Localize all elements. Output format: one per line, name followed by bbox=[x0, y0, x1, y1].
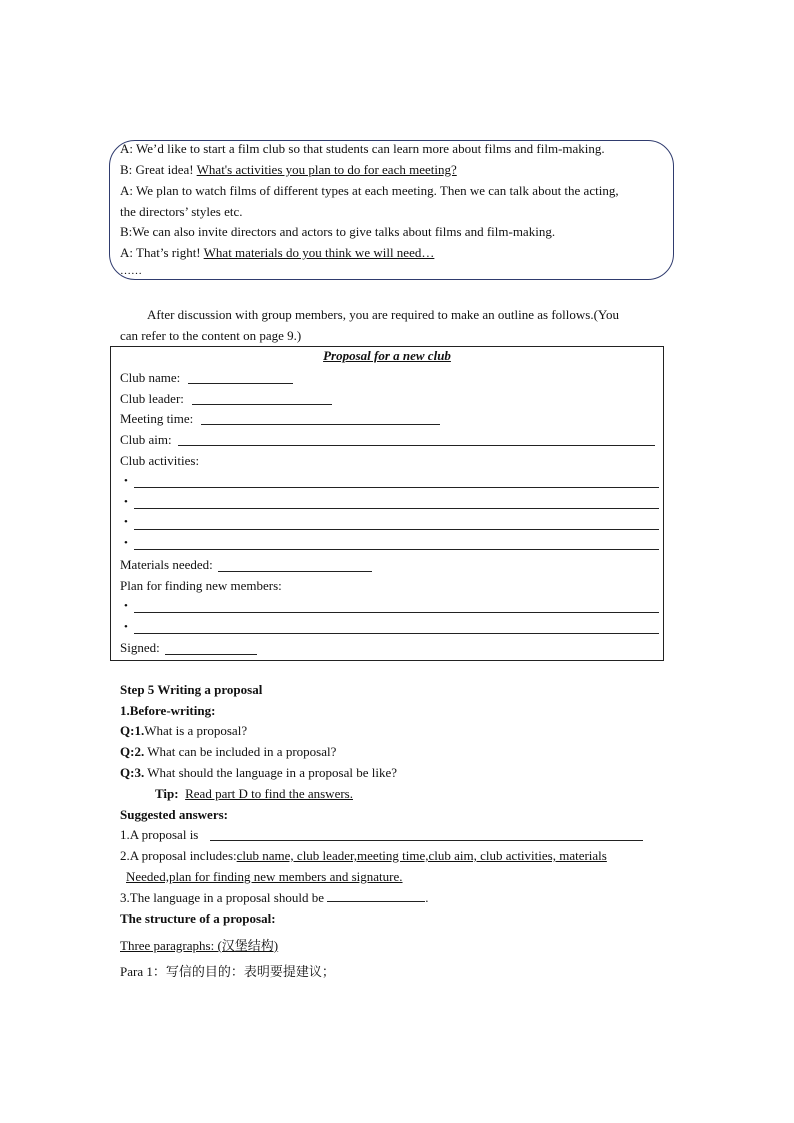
suggested-answers-heading: Suggested answers: bbox=[120, 807, 228, 822]
structure-heading: The structure of a proposal: bbox=[120, 911, 276, 926]
q1-label: Q:1. bbox=[120, 723, 145, 738]
dialogue-line-6 bbox=[120, 245, 434, 261]
signed-label: Signed: bbox=[120, 640, 160, 655]
club-leader-label: Club leader: bbox=[120, 391, 184, 406]
answer-2-underlined: club name, club leader,meeting time,club aim, club activities, materials bbox=[236, 848, 607, 863]
instruction-line-2: can refer to the content on page 9.) bbox=[120, 328, 302, 343]
activity-blank-4[interactable] bbox=[134, 549, 659, 550]
answer-3 bbox=[120, 890, 428, 906]
plan-blank-2[interactable] bbox=[134, 633, 659, 634]
signed-blank[interactable] bbox=[165, 654, 257, 655]
instruction-line-1: After discussion with group members, you are required to make an outline as follows.(You bbox=[147, 307, 620, 322]
club-leader-blank[interactable] bbox=[192, 404, 332, 405]
plan-bullet: • bbox=[124, 621, 128, 633]
tip-text: Read part D to find the answers. bbox=[185, 786, 353, 801]
activity-bullet: • bbox=[124, 496, 128, 508]
answer-2 bbox=[120, 848, 607, 864]
tip bbox=[155, 786, 353, 802]
tip-label: Tip: bbox=[155, 786, 179, 801]
dialogue-line-6-underlined: What materials do you think we will need… bbox=[203, 245, 435, 260]
club-name-blank[interactable] bbox=[188, 383, 293, 384]
dialogue-ellipsis: …… bbox=[120, 265, 142, 277]
dialogue-line-4: the directors’ styles etc. bbox=[120, 204, 243, 219]
activity-blank-1[interactable] bbox=[134, 487, 659, 488]
activity-blank-2[interactable] bbox=[134, 508, 659, 509]
dialogue-line-5: B:We can also invite directors and actors to give talks about films and film-making. bbox=[120, 224, 556, 239]
materials-blank[interactable] bbox=[218, 571, 372, 572]
plan-blank-1[interactable] bbox=[134, 612, 659, 613]
before-writing-heading: 1.Before-writing: bbox=[120, 703, 216, 718]
step5-heading: Step 5 Writing a proposal bbox=[120, 682, 263, 697]
meeting-time-label: Meeting time: bbox=[120, 411, 194, 426]
question-1 bbox=[120, 723, 247, 739]
dialogue-line-2-underlined: What's activities you plan to do for each meeting? bbox=[196, 162, 457, 177]
answer-1-blank[interactable] bbox=[210, 840, 643, 841]
plan-label: Plan for finding new members: bbox=[120, 578, 282, 593]
activity-bullet: • bbox=[124, 537, 128, 549]
club-aim-label: Club aim: bbox=[120, 432, 172, 447]
activity-bullet: • bbox=[124, 475, 128, 487]
dialogue-line-3: A: We plan to watch films of different types at each meeting. Then we can talk about the acting, bbox=[120, 183, 619, 198]
three-paragraphs-text: Three paragraphs: (汉堡结构) bbox=[120, 938, 279, 953]
q3-label: Q:3. bbox=[120, 765, 145, 780]
para-1 bbox=[120, 961, 335, 980]
outline-title: Proposal for a new club bbox=[323, 348, 451, 363]
answer-2-line-2: Needed,plan for finding new members and signature. bbox=[126, 869, 403, 884]
dialogue-line-6-prefix: A: That’s right! bbox=[120, 245, 204, 260]
club-activities-label: Club activities: bbox=[120, 453, 200, 468]
activity-blank-3[interactable] bbox=[134, 529, 659, 530]
meeting-time-blank[interactable] bbox=[201, 424, 440, 425]
answer-3-blank[interactable] bbox=[327, 891, 425, 902]
q2-text: What can be included in a proposal? bbox=[144, 744, 337, 759]
q3-text: What should the language in a proposal be like? bbox=[144, 765, 398, 780]
question-3 bbox=[120, 765, 397, 781]
para-1-text: Para 1：写信的目的：表明要提建议； bbox=[120, 964, 335, 979]
q2-label: Q:2. bbox=[120, 744, 145, 759]
dialogue-line-2 bbox=[120, 162, 457, 178]
answer-2-prefix: 2.A proposal includes: bbox=[120, 848, 237, 863]
outline-box bbox=[110, 346, 664, 661]
dialogue-line-1: A: We’d like to start a film club so that students can learn more about films and film-making. bbox=[120, 141, 605, 156]
q1-text: What is a proposal? bbox=[144, 723, 248, 738]
answer-3-suffix: . bbox=[425, 890, 429, 905]
dialogue-line-2-prefix: B: Great idea! bbox=[120, 162, 197, 177]
answer-3-prefix: 3.The language in a proposal should be bbox=[120, 890, 328, 905]
materials-label: Materials needed: bbox=[120, 557, 213, 572]
answer-1-label: 1.A proposal is bbox=[120, 827, 199, 842]
plan-bullet: • bbox=[124, 600, 128, 612]
three-paragraphs bbox=[120, 935, 278, 954]
club-aim-blank[interactable] bbox=[178, 445, 655, 446]
activity-bullet: • bbox=[124, 516, 128, 528]
club-name-label: Club name: bbox=[120, 370, 181, 385]
question-2 bbox=[120, 744, 336, 760]
